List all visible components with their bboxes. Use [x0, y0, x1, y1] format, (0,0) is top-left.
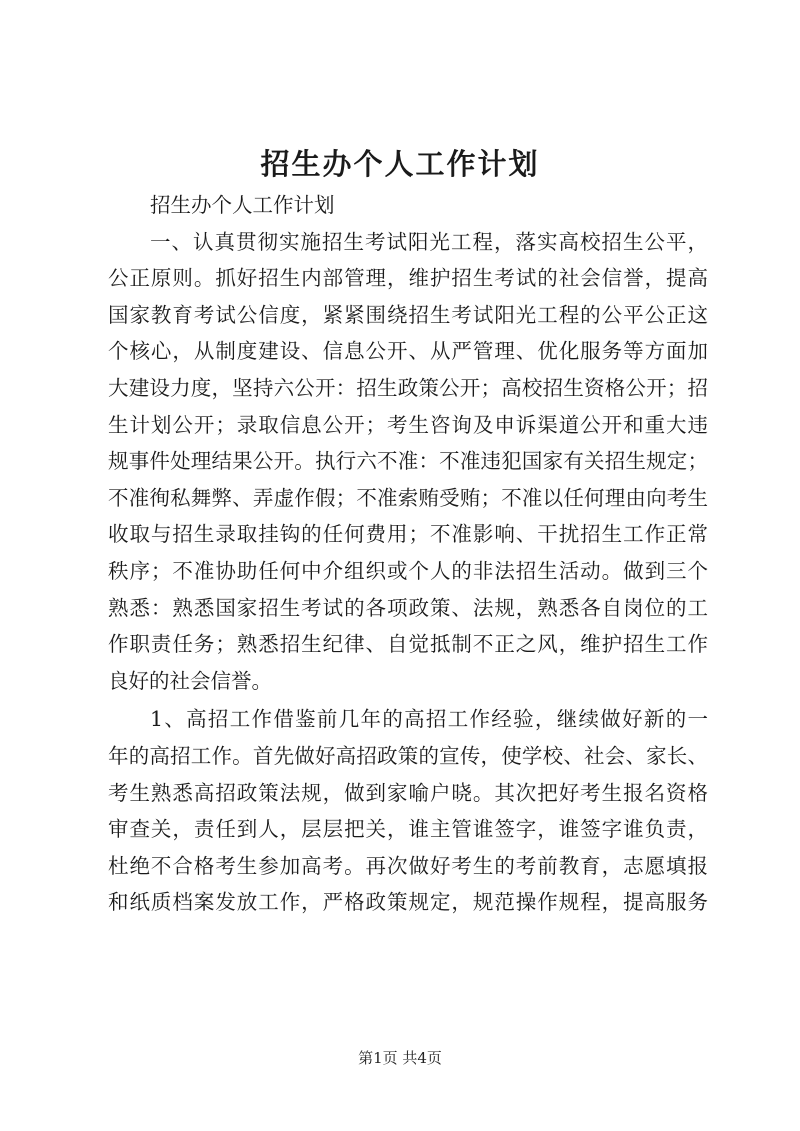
paragraph-line: 良好的社会信誉。: [108, 668, 272, 693]
document-title: 招生办个人工作计划: [260, 147, 540, 181]
paragraph-line: 规事件处理结果公开。执行六不准：不准违犯国家有关招生规定；: [108, 449, 708, 474]
paragraph-line: 公正原则。抓好招生内部管理，维护招生考试的社会信誉，提高: [108, 266, 708, 291]
paragraph-line: 熟悉：熟悉国家招生考试的各项政策、法规，熟悉各自岗位的工: [108, 595, 708, 620]
paragraph-line: 不准徇私舞弊、弄虚作假；不准索贿受贿；不准以任何理由向考生: [108, 485, 708, 510]
paragraph-line: 和纸质档案发放工作，严格政策规定，规范操作规程，提高服务: [108, 890, 708, 915]
paragraph-line: 个核心，从制度建设、信息公开、从严管理、优化服务等方面加: [108, 339, 708, 364]
paragraph-line: 一、认真贯彻实施招生考试阳光工程，落实高校招生公平，: [150, 229, 708, 254]
paragraph-line: 考生熟悉高招政策法规，做到家喻户晓。其次把好考生报名资格: [108, 780, 708, 805]
paragraph-line: 作职责任务；熟悉招生纪律、自觉抵制不正之风，维护招生工作: [108, 632, 708, 657]
paragraph-line: 杜绝不合格考生参加高考。再次做好考生的考前教育，志愿填报: [108, 853, 708, 878]
paragraph-line: 秩序；不准协助任何中介组织或个人的非法招生活动。做到三个: [108, 558, 708, 583]
paragraph-line: 1、高招工作借鉴前几年的高招工作经验，继续做好新的一: [150, 707, 708, 732]
paragraph-line: 大建设力度，坚持六公开：招生政策公开；高校招生资格公开；招: [108, 375, 708, 400]
paragraph-line: 收取与招生录取挂钩的任何费用；不准影响、干扰招生工作正常: [108, 522, 708, 547]
paragraph-subtitle-line: 招生办个人工作计划: [150, 193, 335, 217]
paragraph-line: 国家教育考试公信度，紧紧围绕招生考试阳光工程的公平公正这: [108, 302, 708, 327]
page-footer: 第1页 共4页: [358, 1049, 442, 1067]
paragraph-line: 生计划公开；录取信息公开；考生咨询及申诉渠道公开和重大违: [108, 412, 708, 437]
document-body: [108, 187, 708, 921]
paragraph-line: 审查关，责任到人，层层把关，谁主管谁签字，谁签字谁负责，: [108, 817, 708, 842]
paragraph-line: 年的高招工作。首先做好高招政策的宣传，使学校、社会、家长、: [108, 743, 708, 768]
